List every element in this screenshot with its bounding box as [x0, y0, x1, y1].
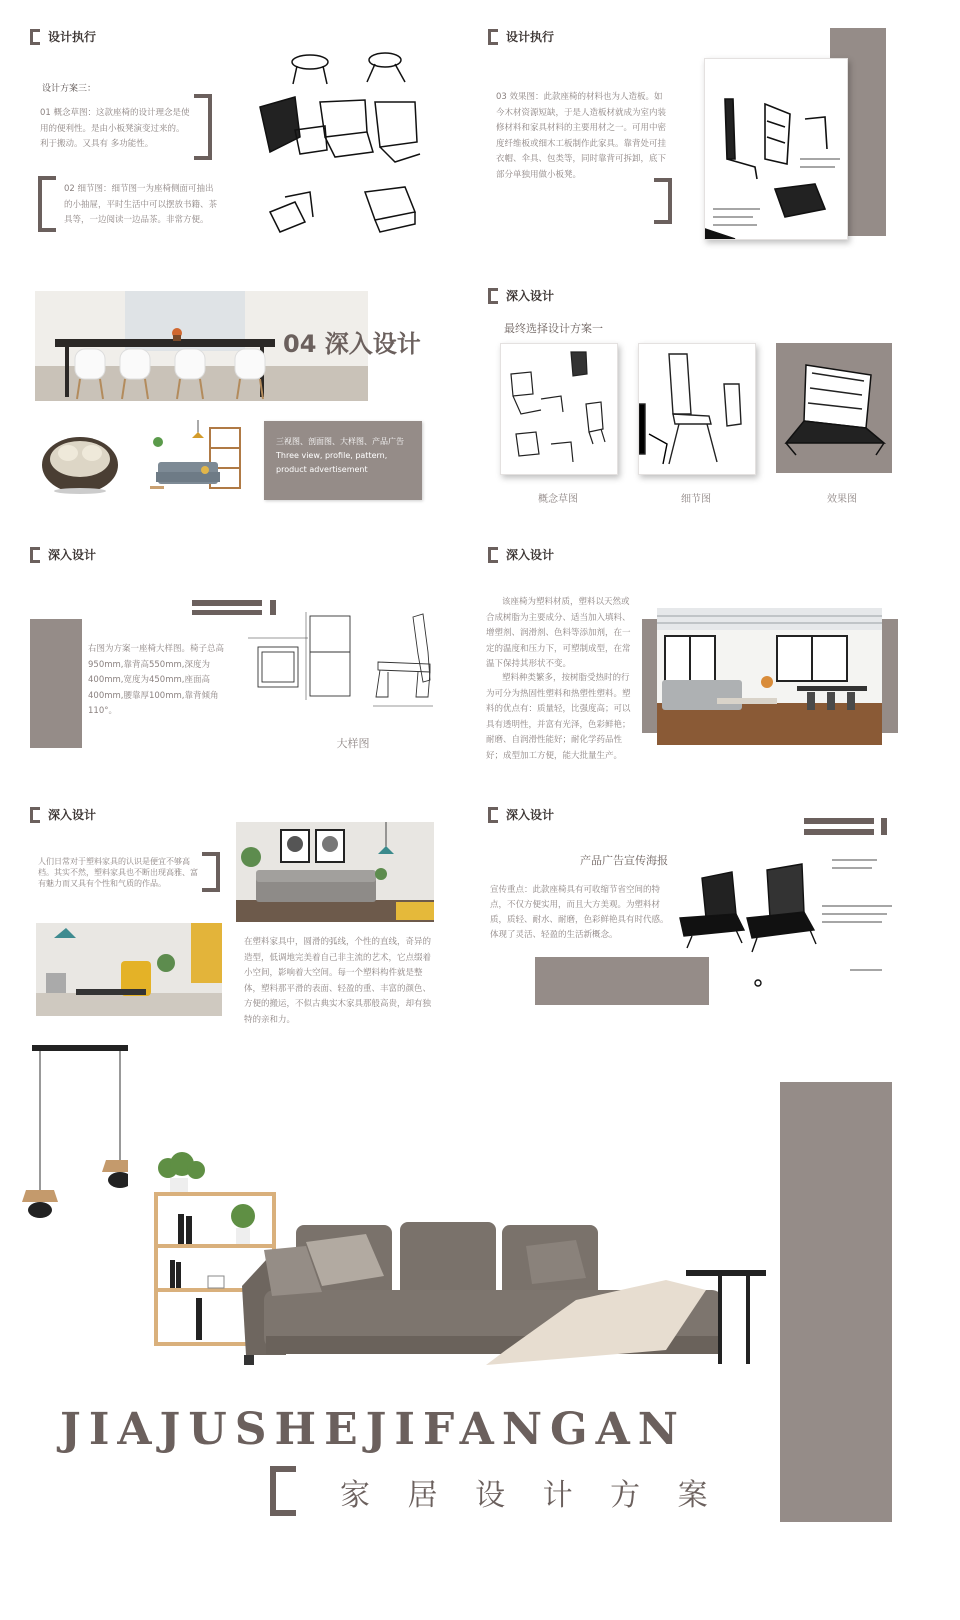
slide1-header-label: 设计执行	[48, 30, 97, 44]
slide8-text: 宣传重点：此款座椅具有可收缩节省空间的特点，不仅方便实用，而且大方美观。为塑料材质，质轻、耐水、耐磨，色彩鲜艳具有时代感。体现了灵活、轻盈的生活新概念。	[490, 885, 669, 940]
bracket-icon	[488, 807, 498, 823]
slide2-header-label: 设计执行	[506, 30, 555, 44]
bracket-icon	[30, 547, 40, 563]
right-bracket	[654, 178, 672, 224]
slide4-header	[488, 287, 554, 304]
cover-bracket	[270, 1466, 296, 1516]
pattern-caption: 大样图	[336, 737, 370, 750]
slide8-header	[488, 806, 554, 823]
poster-sketch	[672, 848, 900, 998]
sofa-scene	[146, 1150, 786, 1370]
slide4-header-label: 深入设计	[506, 289, 555, 303]
plan-title: 设计方案三：	[42, 84, 97, 94]
caption-concept: 概念草图	[538, 494, 578, 505]
slide2-header	[488, 28, 554, 45]
slide6-para1: 该座椅为塑料材质，塑料以天然或合成树脂为主要成分、适当加入填料、增塑剂、润滑剂、色料等添加剂，在一定的温度和压力下，可塑制成型，在常温下保持其形状不变。	[486, 597, 631, 669]
concept-text: 01 概念草图：这款座椅的设计理念是使用的便利性。是由小板凳演变过来的。利于搬动。又具有 多功能性。	[40, 108, 190, 149]
left-bracket	[38, 176, 56, 232]
section-title: 04 深入设计	[283, 330, 421, 358]
taupe-block	[30, 619, 82, 748]
slide7-header-label: 深入设计	[48, 808, 97, 822]
detail-sketch-thumb	[638, 343, 756, 475]
bracket-icon	[488, 547, 498, 563]
living-room-set-image	[150, 420, 245, 500]
cover-taupe-column	[780, 1082, 892, 1522]
slide5-text: 右图为方案一座椅大样图。椅子总高950mm,靠背高550mm,深度为400mm,宽度为450mm,座面高400mm,腰靠厚100mm,靠背倾角110°。	[88, 644, 225, 716]
pendant-lamps	[18, 1040, 128, 1230]
slide5-header-label: 深入设计	[48, 548, 97, 562]
bracket-icon	[30, 29, 40, 45]
cover-title-cn: 家 居 设 计 方 案	[340, 1478, 722, 1513]
right-bracket	[194, 94, 212, 160]
slide7-text2: 在塑料家具中，圆滑的弧线，个性的直线，奇异的造型，低调地完美着自己非主流的艺术，它点缀着小空间，影响着大空间。每一个塑料构件就是整体，塑料那平滑的表面、轻盈的重、丰富的颜色、方便的搬运，不似古典实木家具那般高贵，却有独特的亲和力。	[244, 937, 432, 1025]
office-interior-photo	[657, 608, 882, 745]
rattan-chair-image	[40, 425, 122, 495]
slide7-header	[30, 806, 96, 823]
caption-detail: 细节图	[681, 494, 711, 505]
slide6-header	[488, 546, 554, 563]
slide8-header-label: 深入设计	[506, 808, 555, 822]
bracket-icon	[488, 29, 498, 45]
deco-bar-2	[804, 829, 874, 835]
slide6-header-label: 深入设计	[506, 548, 555, 562]
caption-effect: 效果图	[827, 494, 857, 505]
concept-sketch	[255, 42, 425, 242]
yellow-chair-room-photo	[36, 923, 222, 1016]
slide1-header	[30, 28, 96, 45]
section-intro-box	[264, 421, 422, 500]
living-room-photo	[236, 822, 434, 922]
effect-text: 03 效果图：此款座椅的材料也为人造板。如今木材资源短缺，于是人造板材就成为室内装修材料和家具材料的主要用材之一。可用中密度纤维板或细木工板制作此家具。靠背处可挂衣帽、伞具、包类等，同时靠背可拆卸，底下部分单独用做小板凳。	[496, 92, 667, 180]
slide7-text1: 人们日常对于塑料家具的认识是便宜不够高档。其实不然，塑料家具也不断出现高雅、富有魅力而又具有个性和气质的作品。	[38, 857, 198, 888]
cover-title-en: JIAJUSHEJIFANGAN	[60, 1404, 686, 1455]
effect-sketch	[704, 58, 848, 240]
detail-text: 02 细节图：细节图一为座椅侧面可抽出的小抽屉，平时生活中可以摆放书籍、茶具等，一边阅读一边品茶。非常方便。	[64, 184, 218, 225]
concept-sketch-thumb	[500, 343, 618, 475]
poster-subtitle: 产品广告宣传海报	[580, 854, 668, 867]
effect-thumb	[776, 343, 892, 473]
slide5-header	[30, 546, 96, 563]
slide6-para2: 塑料种类繁多，按树脂受热时的行为可分为热固性塑料和热塑性塑料。塑料的优点有：质量轻，比强度高；可以具有透明性，并富有光泽，色彩鲜艳；耐磨、自润滑性能好；耐化学药品性好；成型加工方便，能大批量生产。	[486, 673, 631, 761]
deco-bar-3	[881, 818, 887, 835]
bracket-icon	[488, 288, 498, 304]
slide4-subtitle: 最终选择设计方案一	[504, 322, 603, 335]
bracket-icon	[30, 807, 40, 823]
deco-bar-1	[804, 818, 874, 824]
pattern-drawing	[248, 602, 448, 727]
right-bracket	[202, 852, 220, 892]
section-intro-text: 三视图、剖面图、大样图、产品广告 Three view, profile, pattern, product advertisement	[276, 437, 404, 474]
